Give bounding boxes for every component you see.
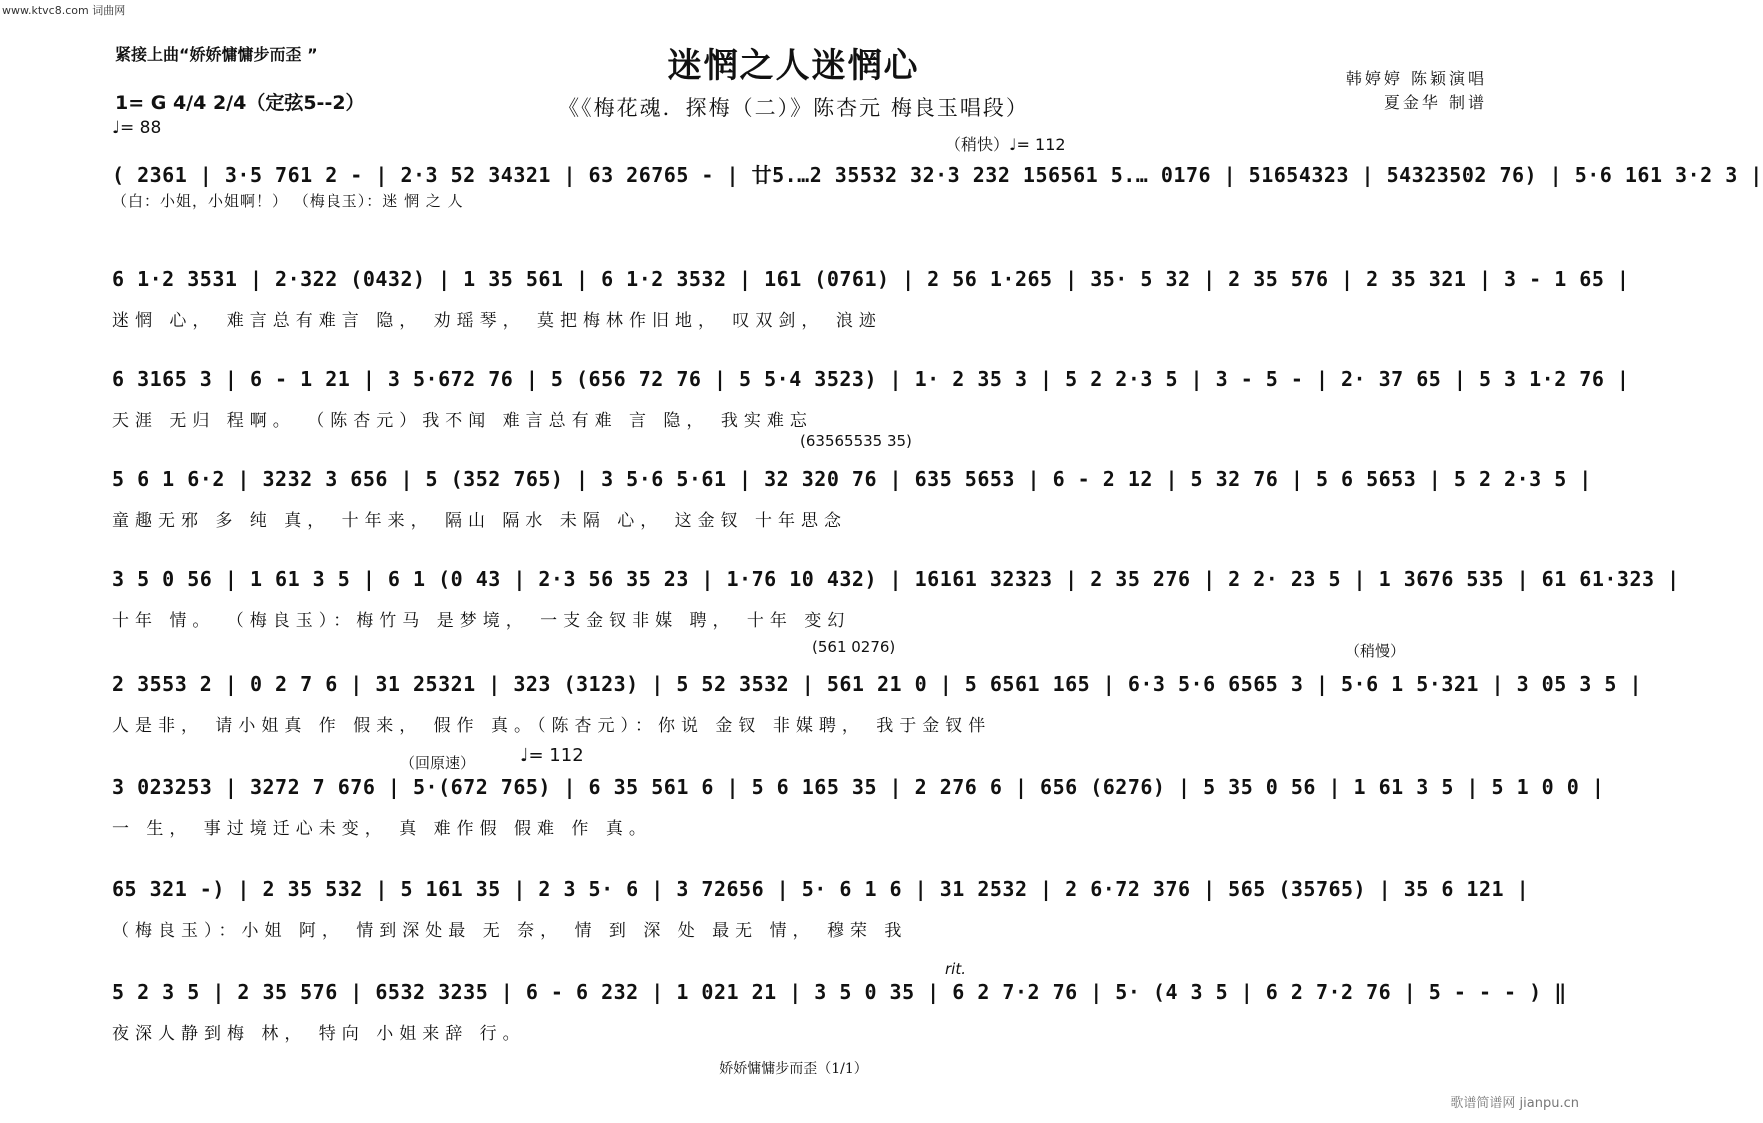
- song-subtitle: 《《梅花魂．探梅（二）》陈杏元 梅良玉唱段）: [558, 96, 1029, 120]
- arranger-credit: 夏金华 制谱: [1383, 93, 1487, 112]
- notes-line: [112, 872, 1530, 906]
- key-signature: 1= G 4/4 2/4（定弦5--2）: [115, 92, 365, 114]
- site-watermark-top: www.ktvc8.com 词曲网: [2, 4, 126, 17]
- lyrics-line: 迷惘 心， 难言总有难言 隐， 劝瑶琴， 莫把梅林作旧地， 叹双剑， 浪迹: [112, 311, 882, 331]
- notes-text: 6 1·2 3531 | 2·322 (0432) | 1 35 561 | 6 1·2 3532 | 161 (0761) | 2 56 1·265 | 35· 5 32 | 2 35 576 | 2 35 321 | 3 - 1 65 |: [112, 267, 1630, 291]
- lyrics-line: （梅良玉）：小姐 阿， 情到深处最 无 奈， 情 到 深 处 最无 情， 穆荣 我: [112, 921, 908, 941]
- tempo-initial: ♩= 88: [112, 118, 162, 138]
- lyrics-line: 夜深人静到梅 林， 特向 小姐来辞 行。: [112, 1024, 526, 1044]
- grace-notes-2: (561 0276): [812, 638, 896, 656]
- notes-text: ( 2361 | 3·5 761 2 - | 2·3 52 34321 | 63 26765 - | 廿5.…2 35532 32·3 232 156561 5.… 0176 | 51654323 | 54323502 76) | 5·6 161 3·2 3 |: [112, 162, 1763, 187]
- notes-line: [112, 975, 1567, 1009]
- notes-line: [112, 262, 1630, 296]
- lyrics-line: 一 生， 事过境迁心未变， 真 难作假 假难 作 真。: [112, 819, 652, 839]
- slower-mark: （稍慢）: [1345, 642, 1406, 660]
- watermark-bottom: 歌谱简谱网 jianpu.cn: [1450, 1096, 1579, 1111]
- lyrics-line: 天涯 无归 程啊。 （陈杏元）我不闻 难言总有难 言 隐， 我实难忘: [112, 411, 813, 431]
- singers-credit: 韩婷婷 陈颖演唱: [1345, 69, 1487, 88]
- notes-text: 2 3553 2 | 0 2 7 6 | 31 25321 | 323 (3123) | 5 52 3532 | 561 21 0 | 5 6561 165 | 6·3 5·6 6565 3 | 5·6 1 5·321 | 3 05 3 5 |: [112, 672, 1643, 696]
- notes-line: [112, 667, 1643, 701]
- lyrics-line: （白：小姐，小姐啊！） （梅良玉）：迷 惘 之 人: [112, 192, 464, 210]
- grace-notes-1: (63565535 35): [800, 432, 912, 450]
- notes-text: 3 5 0 56 | 1 61 3 5 | 6 1 (0 43 | 2·3 56 35 23 | 1·76 10 432) | 16161 32323 | 2 35 276 | 2 2· 23 5 | 1 3676 535 | 61 61·323 |: [112, 567, 1680, 591]
- notes-text: 6 3165 3 | 6 - 1 21 | 3 5·672 76 | 5 (656 72 76 | 5 5·4 3523) | 1· 2 35 3 | 5 2 2·3 5 | 3 - 5 - | 2· 37 65 | 5 3 1·2 76 |: [112, 367, 1630, 391]
- return-tempo-mark: （回原速）: [400, 754, 476, 772]
- notes-text: 65 321 -) | 2 35 532 | 5 161 35 | 2 3 5· 6 | 3 72656 | 5· 6 1 6 | 31 2532 | 2 6·72 376 | 565 (35765) | 35 6 121 |: [112, 877, 1530, 901]
- notes-line: [112, 770, 1605, 804]
- tempo-change: （稍快）♩= 112: [945, 135, 1066, 154]
- notes-text: 5 2 3 5 | 2 35 576 | 6532 3235 | 6 - 6 232 | 1 021 21 | 3 5 0 35 | 6 2 7·2 76 | 5· (4 3 5 | 6 2 7·2 76 | 5 - - - ) ‖: [112, 980, 1567, 1004]
- notes-line: [112, 562, 1680, 596]
- continuation-note: 紧接上曲“娇娇慵慵步而歪 ”: [115, 45, 318, 64]
- notes-text: 3 023253 | 3272 7 676 | 5·(672 765) | 6 35 561 6 | 5 6 165 35 | 2 276 6 | 656 (6276) | 5 35 0 56 | 1 61 3 5 | 5 1 0 0 |: [112, 775, 1605, 799]
- notes-line: [112, 156, 1763, 190]
- notes-line: [112, 462, 1592, 496]
- lyrics-line: 人是非， 请小姐真 作 假来， 假作 真。（陈杏元）：你说 金钗 非媒聘， 我于金钗伴: [112, 716, 992, 736]
- notes-text: 5 6 1 6·2 | 3232 3 656 | 5 (352 765) | 3 5·6 5·61 | 32 320 76 | 635 5653 | 6 - 2 12 | 5 32 76 | 5 6 5653 | 5 2 2·3 5 |: [112, 467, 1592, 491]
- song-title: 迷惘之人迷惘心: [667, 46, 920, 86]
- tempo-later: ♩= 112: [520, 745, 584, 766]
- lyrics-line: 童趣无邪 多 纯 真， 十年来， 隔山 隔水 未隔 心， 这金钗 十年思念: [112, 511, 848, 531]
- page-footer: 娇娇慵慵步而歪（1/1）: [719, 1061, 868, 1077]
- lyrics-line: 十年 情。 （梅良玉）：梅竹马 是梦境， 一支金钗非媒 聘， 十年 变幻: [112, 611, 851, 631]
- rit-mark: rit.: [945, 960, 966, 978]
- notes-line: [112, 362, 1630, 396]
